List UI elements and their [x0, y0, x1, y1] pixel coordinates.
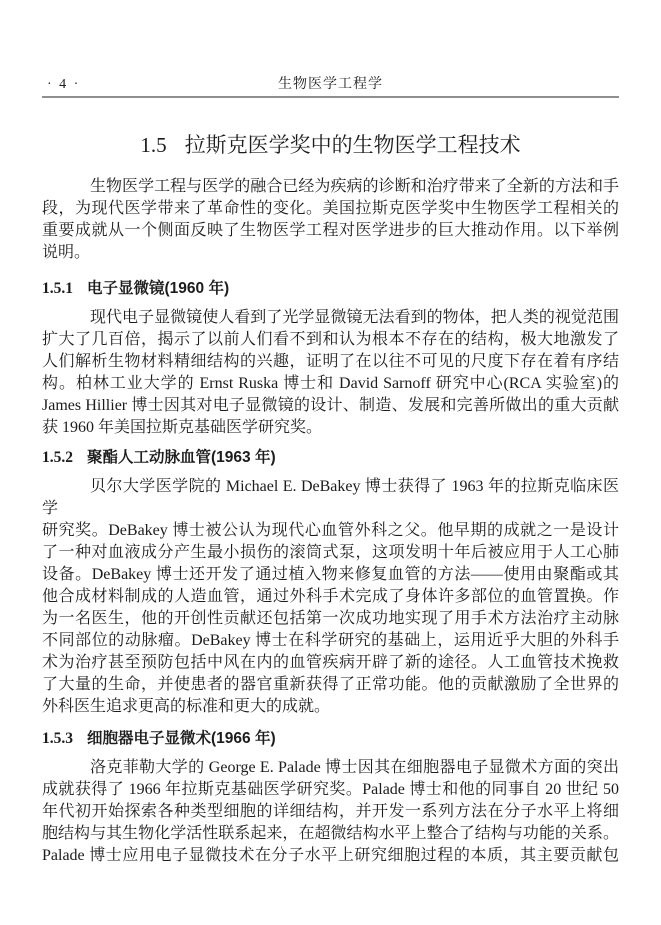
body-line: 年代初开始探索各种类型细胞的详细结构，并开发一系列方法在分子水平上将细: [42, 803, 619, 820]
body-line: 获 1960 年美国拉斯克基础医学研究奖。: [42, 419, 323, 436]
section-heading-text: 电子显微镜(1960 年): [87, 280, 230, 297]
body-line: 了一种对血液成分产生最小损伤的滚筒式泵，这项发明十年后被应用于人工心肺: [42, 544, 619, 561]
section-heading-text: 聚酯人工动脉血管(1963 年): [87, 449, 276, 466]
body-line: 外科医生追求更高的标准和更大的成就。: [42, 698, 331, 715]
body-line: 说明。: [42, 244, 91, 261]
section-heading: [42, 278, 619, 300]
body-line: 贝尔大学医学院的 Michael E. DeBakey 博士获得了 1963 年的拉斯克临床医学: [42, 478, 619, 517]
body-line: James Hillier 博士因其对电子显微镜的设计、制造、发展和完善所做出的重大贡献: [42, 397, 619, 414]
body-line: 术为治疗甚至预防包括中风在内的血管疾病开辟了新的途径。人工血管技术挽救: [42, 654, 619, 671]
section-1-5-1: [42, 278, 619, 439]
body-line: 不同部位的动脉瘤。DeBakey 博士在科学研究的基础上，运用近乎大胆的外科手: [42, 632, 619, 649]
body-line: 了大量的生命，并使患者的器官重新获得了正常功能。他的贡献激励了全世界的: [42, 676, 619, 693]
section-heading-number: 1.5.1: [42, 280, 73, 297]
body-line: 扩大了几百倍，揭示了以前人们看不到和认为根本不存在的结构，极大地激发了: [42, 331, 619, 348]
section-heading: [42, 447, 619, 469]
body-line: 洛克菲勒大学的 George E. Palade 博士因其在细胞器电子显微术方面的突出: [90, 759, 619, 776]
section-1-5-3: [42, 728, 619, 867]
section-paragraph: [42, 476, 619, 718]
section-heading-text: 细胞器电子显微术(1966 年): [87, 730, 276, 747]
body-line: 段，为现代医学带来了革命性的变化。美国拉斯克医学奖中生物医学工程相关的: [42, 200, 619, 217]
body-line: 为一名医生，他的开创性贡献还包括第一次成功地实现了用手术方法治疗主动脉: [42, 610, 619, 627]
section-title-text: 拉斯克医学奖中的生物医学工程技术: [184, 133, 521, 157]
section-paragraph: [42, 307, 619, 439]
body-line: 重要成就从一个侧面反映了生物医学工程对医学进步的巨大推动作用。以下举例: [42, 222, 619, 239]
body-line: 成就获得了 1966 年拉斯克基础医学研究奖。Palade 博士和他的同事自 20 世纪 50: [42, 781, 619, 798]
body-line: 现代电子显微镜使人看到了光学显微镜无法看到的物体，把人类的视觉范围: [90, 309, 619, 326]
body-line: Palade 博士应用电子显微技术在分子水平上研究细胞过程的本质，其主要贡献包: [42, 847, 619, 864]
section-heading: [42, 728, 619, 750]
body-line: 研究奖。DeBakey 博士被公认为现代心血管外科之父。他早期的成就之一是设计: [42, 522, 619, 539]
body-line: 构。柏林工业大学的 Ernst Ruska 博士和 David Sarnoff 研究中心(RCA 实验室)的: [42, 375, 619, 392]
body-line: 生物医学工程与医学的融合已经为疾病的诊断和治疗带来了全新的方法和手: [90, 178, 619, 195]
section-heading-number: 1.5.3: [42, 730, 73, 747]
running-title: 生物医学工程学: [278, 77, 383, 92]
section-paragraph: [42, 757, 619, 867]
section-title-number: 1.5: [140, 133, 167, 157]
intro-paragraph: [42, 176, 619, 264]
body-line: 胞结构与其生物化学活性联系起来，在超微结构水平上整合了结构与功能的关系。: [42, 825, 619, 842]
section-title: [42, 132, 619, 158]
page-header: [42, 76, 619, 98]
body-line: 他合成材料制成的人造血管，通过外科手术完成了身体许多部位的血管置换。作: [42, 588, 619, 605]
body-line: 设备。DeBakey 博士还开发了通过植入物来修复血管的方法——使用由聚酯或其: [42, 566, 619, 583]
page-number: · 4 ·: [47, 77, 81, 92]
body-line: 人们解析生物材料精细结构的兴趣，证明了在以往不可见的尺度下存在着有序结: [42, 353, 619, 370]
section-heading-number: 1.5.2: [42, 449, 73, 466]
section-1-5-2: [42, 447, 619, 718]
